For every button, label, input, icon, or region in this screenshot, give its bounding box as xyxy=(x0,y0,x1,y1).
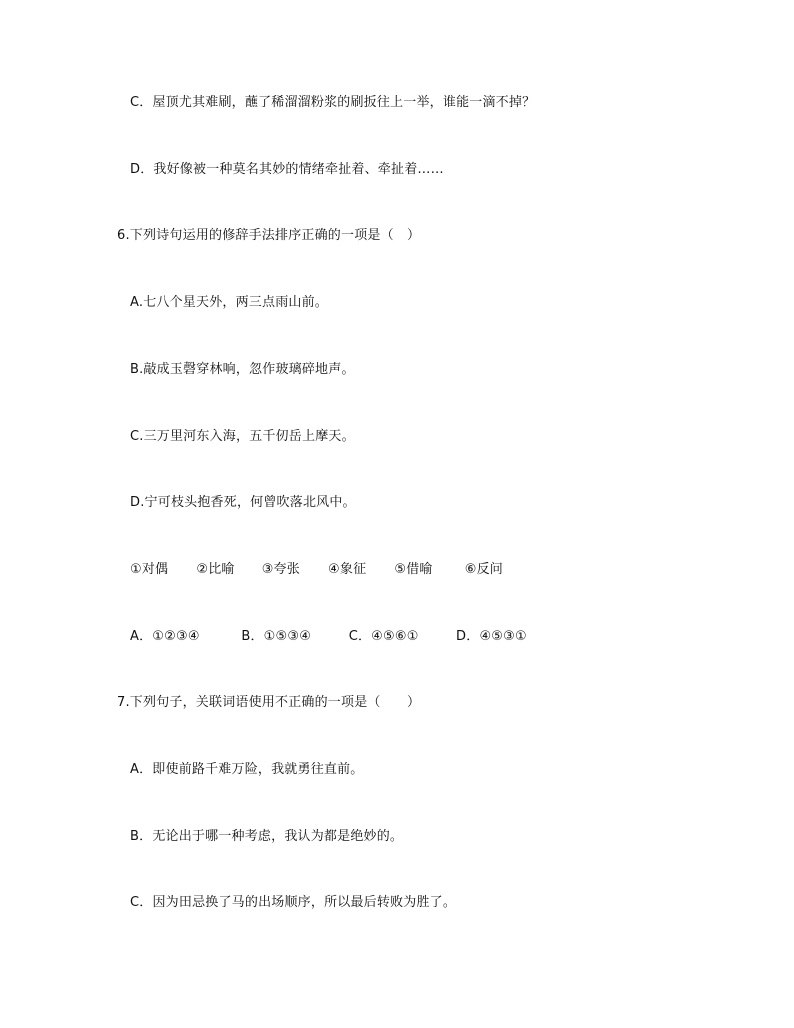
answer-choice: C．④⑤⑥① xyxy=(348,629,419,644)
question-6-option-d: D.宁可枝头抱香死，何曾吹落北风中。 xyxy=(130,495,356,510)
device-item: ③夸张 xyxy=(261,562,300,577)
question-6-option-a: A.七八个星天外，两三点雨山前。 xyxy=(130,295,328,310)
question-6-device-list xyxy=(130,561,503,579)
answer-choice: B．①⑤③④ xyxy=(241,629,312,644)
answer-choice: A．①②③④ xyxy=(130,629,200,644)
question-7-option-b: B．无论出于哪一种考虑，我认为都是绝妙的。 xyxy=(130,829,404,844)
question-6-answer-choices xyxy=(130,628,527,646)
device-item: ②比喻 xyxy=(196,562,235,577)
option-d-previous: D．我好像被一种莫名其妙的情绪牵扯着、牵扯着…… xyxy=(130,162,444,177)
device-item: ⑥反问 xyxy=(464,562,503,577)
option-c-previous: C．屋顶尤其难刷，蘸了稀溜溜粉浆的刷扳往上一举，谁能一滴不掉？ xyxy=(130,95,536,110)
question-6-stem: 6.下列诗句运用的修辞手法排序正确的一项是（ ） xyxy=(117,228,421,243)
device-item: ①对偶 xyxy=(130,562,169,577)
question-6-option-b: B.敲成玉磬穿林响，忽作玻璃碎地声。 xyxy=(130,362,355,377)
question-7-option-a: A．即使前路千难万险，我就勇往直前。 xyxy=(130,762,364,777)
device-item: ⑤借喻 xyxy=(394,562,433,577)
question-7-stem: 7.下列句子，关联词语使用不正确的一项是（ ） xyxy=(117,695,421,710)
answer-choice: D．④⑤③① xyxy=(456,629,527,644)
device-item: ④象征 xyxy=(328,562,367,577)
question-6-option-c: C.三万里河东入海，五千仞岳上摩天。 xyxy=(130,429,355,444)
question-7-option-c: C．因为田忌换了马的出场顺序，所以最后转败为胜了。 xyxy=(130,895,457,910)
